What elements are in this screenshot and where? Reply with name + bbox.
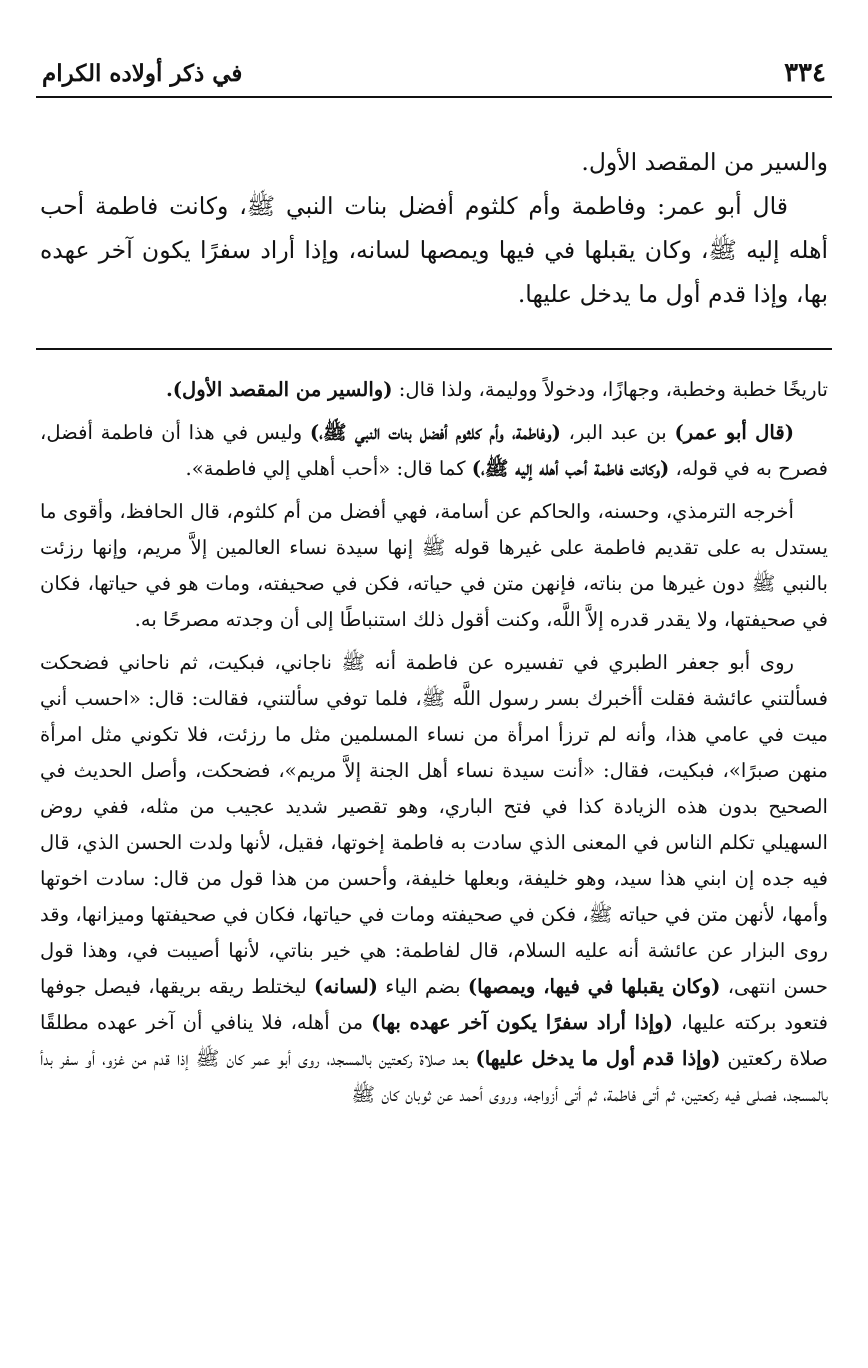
page-header bbox=[36, 56, 832, 98]
section-divider bbox=[36, 348, 832, 350]
commentary-paragraph bbox=[40, 645, 828, 1113]
main-text-paragraph: قال أبو عمر: وفاطمة وأم كلثوم أفضل بنات النبي ﷺ، وكانت فاطمة أحب أهله إليه ﷺ، وكان يقبلها في فيها ويمصها لسانه، وإذا أراد سفرًا يكون آخر عهده بها، وإذا قدم أول ما يدخل عليها. bbox=[40, 192, 828, 308]
commentary-text: ليختلط ريقه بريقها، فيصل جوفها فتعود بركته عليها، bbox=[40, 975, 828, 1034]
commentary-text: بضم الياء bbox=[377, 975, 468, 998]
page-number: ٣٣٤ bbox=[784, 58, 826, 88]
main-text bbox=[40, 140, 828, 316]
commentary-text: وليس في هذا أن فاطمة أفضل، فصرح به في قوله، bbox=[40, 421, 828, 480]
quoted-main-text: (قال أبو عمر) bbox=[674, 421, 794, 444]
commentary bbox=[40, 372, 828, 1120]
main-text-line: والسير من المقصد الأول. bbox=[581, 148, 828, 176]
commentary-text: كما قال: «أحب أهلي إلي فاطمة». bbox=[185, 457, 472, 480]
quoted-main-text: (وإذا أراد سفرًا يكون آخر عهده بها) bbox=[371, 1011, 673, 1034]
quoted-main-text: (وإذا قدم أول ما يدخل عليها) bbox=[475, 1047, 721, 1070]
commentary-text: روى أبو جعفر الطبري في تفسيره عن فاطمة أنه ﷺ ناجاني، فبكيت، ثم ناحاني فضحكت فسألتني عائشة فقلت أأخبرك بسر رسول اللَّه ﷺ، فلما توفي سألتني، فقالت: قال: «احسب أني ميت في عامي هذا، وأنه لم ترزأ امرأة من نساء المسلمين مثل ما رزئت، فلا تكوني مثل امرأة منهن صبرًا»، فبكيت، فقال: «أنت سيدة نساء أهل الجنة إلاَّ مريم»، فضحكت، وأصل الحديث في الصحيح بدون هذه الزيادة كذا في فتح الباري، وهو تقصير شديد عجيب من مثله، ففي روض السهيلي تكلم الناس في المعنى الذي سادت به فاطمة إخوتها، فقيل، لأنها ولدت الحسن الذي، قال فيه جده إن ابني هذا سيد، وهو خليفة، وبعلها خليفة، وأحسن من هذا قول من قال: سادت اخوتها وأمها، لأنهن متن في حياته ﷺ، فكن في صحيفته ومات في حياتها، فكان في صحيفتها وميزانها، وقد روى البزار عن عائشة أنه عليه السلام، قال لفاطمة: هي خير بناتي، لأنها أصيبت في، وهذا قول حسن انتهى، bbox=[40, 651, 828, 998]
commentary-text: بن عبد البر، bbox=[560, 421, 675, 444]
quoted-main-text: (والسير من المقصد الأول). bbox=[165, 378, 393, 401]
commentary-paragraph bbox=[40, 415, 828, 487]
commentary-paragraph: أخرجه الترمذي، وحسنه، والحاكم عن أسامة، فهي أفضل من أم كلثوم، قال الحافظ، وأقوى ما يستدل به على تقديم فاطمة على غيرها قوله ﷺ إنها سيدة نساء العالمين إلاَّ مريم، وإنها رزئت بالنبي ﷺ دون غيرها من بناته، فإنهن متن في حياته، فكن في صحيفته، ومات هو في حياتها، فكان في صحيفتها، ولا يقدر قدره إلاَّ اللَّه، وكنت أقول ذلك استنباطًا إلى أن وجدته مصرحًا به. bbox=[40, 500, 828, 631]
commentary-text: تاريخًا خطبة وخطبة، وجهازًا، ودخولاً ووليمة، ولذا قال: bbox=[392, 378, 828, 401]
commentary-paragraph bbox=[40, 372, 828, 408]
quoted-main-text: (لسانه) bbox=[314, 975, 378, 998]
quoted-main-text: (وكان يقبلها في فيها، ويمصها) bbox=[467, 975, 721, 998]
commentary-text: من أهله، فلا ينافي أن آخر عهده مطلقًا صلاة ركعتين bbox=[40, 1011, 828, 1070]
commentary-text: بعد صلاة ركعتين بالمسجد، روى أبو عمر كان ﷺ إذا قدم من غزو، أو سفر بدأ بالمسجد، فصلى فيه ركعتين، ثم أتى فاطمة، ثم أتى أزواجه، وروى أحمد عن ثوبان كان ﷺ bbox=[40, 1047, 828, 1106]
quoted-main-text: (وكانت فاطمة أحب أهله إليه ﷺ،) bbox=[471, 457, 670, 480]
quoted-main-text: (وفاطمة، وأم كلثوم أفضل بنات النبي ﷺ،) bbox=[309, 421, 561, 444]
running-title: في ذكر أولاده الكرام bbox=[42, 60, 243, 87]
